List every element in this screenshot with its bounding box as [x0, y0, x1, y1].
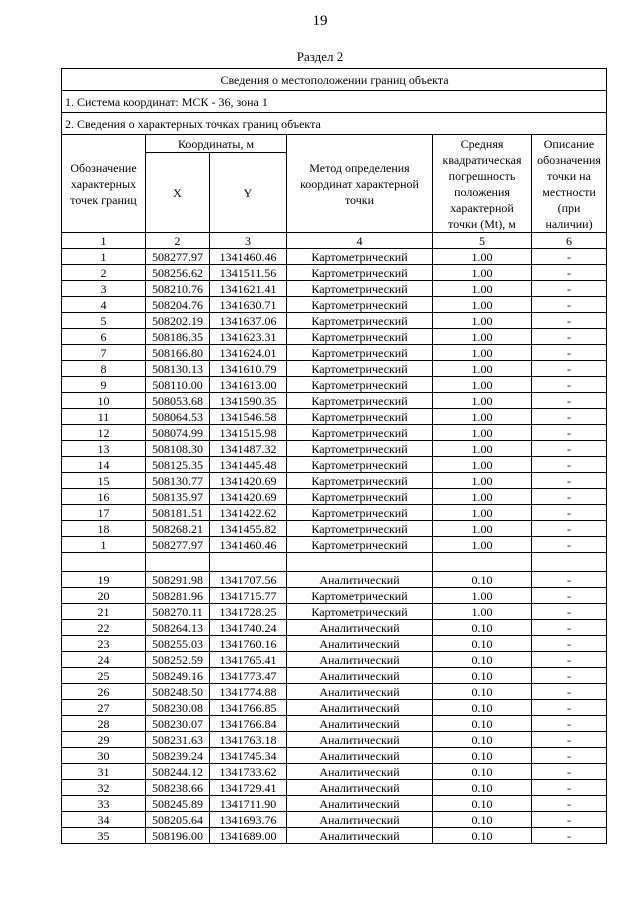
coord-x-cell: 508244.12: [146, 764, 210, 780]
coord-y-cell: 1341624.01: [210, 345, 287, 361]
table-row: [62, 636, 607, 652]
method-cell: Картометрический: [287, 441, 433, 457]
accuracy-cell: 0.10: [433, 764, 532, 780]
coord-x-cell: 508110.00: [146, 377, 210, 393]
method-cell: Аналитический: [287, 812, 433, 828]
table-row: [62, 441, 607, 457]
coord-y-cell: 1341711.90: [210, 796, 287, 812]
coord-x-cell: 508277.97: [146, 249, 210, 265]
description-cell: -: [532, 748, 607, 764]
point-number-cell: 6: [62, 329, 146, 345]
coord-y-cell: 1341546.58: [210, 409, 287, 425]
accuracy-cell: 1.00: [433, 521, 532, 537]
coord-y-cell: 1341765.41: [210, 652, 287, 668]
table-row: [62, 780, 607, 796]
coord-y-cell: 1341460.46: [210, 249, 287, 265]
point-number-cell: 20: [62, 588, 146, 604]
header-accuracy: Средняя квадратическая погрешность положения характерной точки (Mt), м: [433, 135, 532, 233]
method-cell: Картометрический: [287, 393, 433, 409]
method-cell: Аналитический: [287, 668, 433, 684]
coord-y-cell: 1341693.76: [210, 812, 287, 828]
column-number: 5: [433, 233, 532, 249]
point-number-cell: 28: [62, 716, 146, 732]
method-cell: Картометрический: [287, 345, 433, 361]
description-cell: -: [532, 393, 607, 409]
point-number-cell: 35: [62, 828, 146, 844]
coord-y-cell: 1341455.82: [210, 521, 287, 537]
point-number-cell: 17: [62, 505, 146, 521]
coord-y-cell: 1341729.41: [210, 780, 287, 796]
table-row: [62, 457, 607, 473]
point-number-cell: 10: [62, 393, 146, 409]
coord-y-cell: 1341610.79: [210, 361, 287, 377]
description-cell: -: [532, 249, 607, 265]
point-number-cell: 21: [62, 604, 146, 620]
table-row: [62, 604, 607, 620]
accuracy-cell: 0.10: [433, 636, 532, 652]
method-cell: Картометрический: [287, 457, 433, 473]
table-row: [62, 409, 607, 425]
accuracy-cell: 0.10: [433, 700, 532, 716]
coord-y-cell: 1341745.34: [210, 748, 287, 764]
method-cell: Аналитический: [287, 828, 433, 844]
header-designation: Обозначение характерных точек границ: [62, 135, 146, 233]
coord-x-cell: 508230.07: [146, 716, 210, 732]
method-cell: Аналитический: [287, 748, 433, 764]
method-cell: Аналитический: [287, 572, 433, 588]
coord-x-cell: 508239.24: [146, 748, 210, 764]
coord-x-cell: 508256.62: [146, 265, 210, 281]
coord-y-cell: 1341766.85: [210, 700, 287, 716]
column-number: 2: [146, 233, 210, 249]
method-cell: Картометрический: [287, 409, 433, 425]
table-title: Сведения о местоположении границ объекта: [62, 69, 607, 91]
method-cell: Картометрический: [287, 604, 433, 620]
table-row: [62, 732, 607, 748]
table-row: [62, 249, 607, 265]
coord-y-cell: 1341773.47: [210, 668, 287, 684]
table-row: [62, 489, 607, 505]
table-row: [62, 684, 607, 700]
method-cell: Картометрический: [287, 361, 433, 377]
table-row: [62, 281, 607, 297]
description-cell: -: [532, 521, 607, 537]
description-cell: -: [532, 457, 607, 473]
description-cell: -: [532, 636, 607, 652]
accuracy-cell: 0.10: [433, 796, 532, 812]
description-cell: -: [532, 505, 607, 521]
header-method: Метод определения координат характерной точки: [287, 135, 433, 233]
point-number-cell: 15: [62, 473, 146, 489]
method-cell: Аналитический: [287, 780, 433, 796]
description-cell: -: [532, 700, 607, 716]
description-cell: -: [532, 780, 607, 796]
description-cell: -: [532, 588, 607, 604]
points-heading-row: 2. Сведения о характерных точках границ объекта: [62, 113, 607, 135]
method-cell: Картометрический: [287, 588, 433, 604]
point-number-cell: 4: [62, 297, 146, 313]
point-number-cell: 16: [62, 489, 146, 505]
coord-y-cell: 1341630.71: [210, 297, 287, 313]
accuracy-cell: 1.00: [433, 473, 532, 489]
accuracy-cell: 1.00: [433, 489, 532, 505]
coord-x-cell: 508053.68: [146, 393, 210, 409]
description-cell: -: [532, 281, 607, 297]
table-row: [62, 265, 607, 281]
coord-x-cell: 508231.63: [146, 732, 210, 748]
method-cell: Картометрический: [287, 425, 433, 441]
description-cell: -: [532, 796, 607, 812]
header-description: Описание обозначения точки на местности (при наличии): [532, 135, 607, 233]
method-cell: Картометрический: [287, 297, 433, 313]
accuracy-cell: 0.10: [433, 620, 532, 636]
description-cell: -: [532, 425, 607, 441]
description-cell: -: [532, 489, 607, 505]
accuracy-cell: 1.00: [433, 588, 532, 604]
accuracy-cell: 1.00: [433, 313, 532, 329]
table-row: [62, 588, 607, 604]
coord-x-cell: 508281.96: [146, 588, 210, 604]
method-cell: Аналитический: [287, 796, 433, 812]
table-row: [62, 828, 607, 844]
method-cell: Картометрический: [287, 521, 433, 537]
accuracy-cell: 0.10: [433, 716, 532, 732]
method-cell: Аналитический: [287, 732, 433, 748]
coord-x-cell: 508277.97: [146, 537, 210, 553]
coord-x-cell: 508249.16: [146, 668, 210, 684]
coord-y-cell: 1341511.56: [210, 265, 287, 281]
point-number-cell: 31: [62, 764, 146, 780]
description-cell: -: [532, 812, 607, 828]
coord-x-cell: 508248.50: [146, 684, 210, 700]
coord-x-cell: 508264.13: [146, 620, 210, 636]
accuracy-cell: 1.00: [433, 457, 532, 473]
table-row: [62, 796, 607, 812]
coord-x-cell: 508270.11: [146, 604, 210, 620]
coord-system-row: 1. Система координат: МСК - 36, зона 1: [62, 91, 607, 113]
accuracy-cell: 0.10: [433, 668, 532, 684]
method-cell: Аналитический: [287, 700, 433, 716]
coord-y-cell: 1341774.88: [210, 684, 287, 700]
point-number-cell: 9: [62, 377, 146, 393]
coord-x-cell: 508210.76: [146, 281, 210, 297]
point-number-cell: 29: [62, 732, 146, 748]
coord-x-cell: 508205.64: [146, 812, 210, 828]
coord-x-cell: 508196.00: [146, 828, 210, 844]
point-number-cell: 1: [62, 249, 146, 265]
method-cell: Картометрический: [287, 489, 433, 505]
coord-y-cell: 1341613.00: [210, 377, 287, 393]
description-cell: -: [532, 297, 607, 313]
coord-x-cell: 508186.35: [146, 329, 210, 345]
description-cell: -: [532, 377, 607, 393]
accuracy-cell: 0.10: [433, 748, 532, 764]
point-number-cell: 32: [62, 780, 146, 796]
accuracy-cell: 1.00: [433, 361, 532, 377]
table-row: [62, 620, 607, 636]
coord-y-cell: 1341487.32: [210, 441, 287, 457]
accuracy-cell: 1.00: [433, 377, 532, 393]
accuracy-cell: 1.00: [433, 393, 532, 409]
accuracy-cell: 1.00: [433, 425, 532, 441]
coord-x-cell: 508230.08: [146, 700, 210, 716]
coord-y-cell: 1341707.56: [210, 572, 287, 588]
accuracy-cell: 1.00: [433, 265, 532, 281]
column-number: 3: [210, 233, 287, 249]
point-number-cell: 33: [62, 796, 146, 812]
accuracy-cell: 1.00: [433, 409, 532, 425]
column-numbers-row: [62, 233, 607, 249]
method-cell: Картометрический: [287, 329, 433, 345]
coord-y-cell: 1341763.18: [210, 732, 287, 748]
description-cell: -: [532, 473, 607, 489]
point-number-cell: 23: [62, 636, 146, 652]
coord-x-cell: 508268.21: [146, 521, 210, 537]
point-number-cell: 3: [62, 281, 146, 297]
description-cell: -: [532, 265, 607, 281]
coord-x-cell: 508181.51: [146, 505, 210, 521]
blank-separator-row: [62, 553, 607, 572]
accuracy-cell: 1.00: [433, 505, 532, 521]
description-cell: -: [532, 441, 607, 457]
table-row: [62, 377, 607, 393]
method-cell: Картометрический: [287, 281, 433, 297]
description-cell: -: [532, 345, 607, 361]
table-row: [62, 668, 607, 684]
coord-x-cell: 508291.98: [146, 572, 210, 588]
coord-x-cell: 508125.35: [146, 457, 210, 473]
method-cell: Картометрический: [287, 505, 433, 521]
accuracy-cell: 0.10: [433, 812, 532, 828]
point-number-cell: 13: [62, 441, 146, 457]
accuracy-cell: 1.00: [433, 281, 532, 297]
coord-x-cell: 508135.97: [146, 489, 210, 505]
point-number-cell: 19: [62, 572, 146, 588]
coord-y-cell: 1341760.16: [210, 636, 287, 652]
description-cell: -: [532, 572, 607, 588]
table-row: [62, 716, 607, 732]
column-number: 4: [287, 233, 433, 249]
point-number-cell: 24: [62, 652, 146, 668]
point-number-cell: 26: [62, 684, 146, 700]
table-row: [62, 700, 607, 716]
coord-y-cell: 1341689.00: [210, 828, 287, 844]
point-number-cell: 5: [62, 313, 146, 329]
point-number-cell: 7: [62, 345, 146, 361]
header-y: Y: [210, 153, 287, 233]
point-number-cell: 1: [62, 537, 146, 553]
method-cell: Картометрический: [287, 377, 433, 393]
description-cell: -: [532, 716, 607, 732]
coord-x-cell: 508074.99: [146, 425, 210, 441]
accuracy-cell: 1.00: [433, 249, 532, 265]
coord-y-cell: 1341728.25: [210, 604, 287, 620]
point-number-cell: 27: [62, 700, 146, 716]
accuracy-cell: 1.00: [433, 345, 532, 361]
description-cell: -: [532, 537, 607, 553]
description-cell: -: [532, 604, 607, 620]
description-cell: -: [532, 732, 607, 748]
coord-x-cell: 508204.76: [146, 297, 210, 313]
table-row: [62, 652, 607, 668]
coord-x-cell: 508130.77: [146, 473, 210, 489]
coord-x-cell: 508255.03: [146, 636, 210, 652]
description-cell: -: [532, 409, 607, 425]
point-number-cell: 11: [62, 409, 146, 425]
accuracy-cell: 0.10: [433, 684, 532, 700]
table-row: [62, 425, 607, 441]
accuracy-cell: 0.10: [433, 780, 532, 796]
method-cell: Аналитический: [287, 764, 433, 780]
column-number: 6: [532, 233, 607, 249]
table-row: [62, 393, 607, 409]
description-cell: -: [532, 668, 607, 684]
point-number-cell: 22: [62, 620, 146, 636]
table-row: [62, 297, 607, 313]
point-number-cell: 34: [62, 812, 146, 828]
table-row: [62, 473, 607, 489]
accuracy-cell: 1.00: [433, 329, 532, 345]
coord-y-cell: 1341460.46: [210, 537, 287, 553]
coord-x-cell: 508245.89: [146, 796, 210, 812]
table-row: [62, 505, 607, 521]
accuracy-cell: 0.10: [433, 652, 532, 668]
boundary-points-table: [61, 68, 607, 844]
point-number-cell: 8: [62, 361, 146, 377]
coord-y-cell: 1341590.35: [210, 393, 287, 409]
method-cell: Картометрический: [287, 473, 433, 489]
description-cell: -: [532, 313, 607, 329]
coord-y-cell: 1341623.31: [210, 329, 287, 345]
accuracy-cell: 1.00: [433, 537, 532, 553]
header-coordinates: Координаты, м: [146, 135, 287, 153]
column-number: 1: [62, 233, 146, 249]
method-cell: Аналитический: [287, 636, 433, 652]
point-number-cell: 12: [62, 425, 146, 441]
table-row: [62, 313, 607, 329]
method-cell: Картометрический: [287, 249, 433, 265]
method-cell: Аналитический: [287, 684, 433, 700]
header-x: X: [146, 153, 210, 233]
coord-x-cell: 508166.80: [146, 345, 210, 361]
coord-y-cell: 1341637.06: [210, 313, 287, 329]
table-row: [62, 521, 607, 537]
description-cell: -: [532, 652, 607, 668]
coord-y-cell: 1341420.69: [210, 473, 287, 489]
table-row: [62, 329, 607, 345]
coord-x-cell: 508202.19: [146, 313, 210, 329]
method-cell: Картометрический: [287, 313, 433, 329]
method-cell: Аналитический: [287, 652, 433, 668]
table-row: [62, 748, 607, 764]
table-row: [62, 812, 607, 828]
point-number-cell: 2: [62, 265, 146, 281]
table-row: [62, 361, 607, 377]
description-cell: -: [532, 620, 607, 636]
coord-y-cell: 1341766.84: [210, 716, 287, 732]
coord-y-cell: 1341515.98: [210, 425, 287, 441]
method-cell: Картометрический: [287, 537, 433, 553]
coord-x-cell: 508064.53: [146, 409, 210, 425]
accuracy-cell: 0.10: [433, 828, 532, 844]
accuracy-cell: 1.00: [433, 297, 532, 313]
point-number-cell: 30: [62, 748, 146, 764]
accuracy-cell: 0.10: [433, 732, 532, 748]
page-number: 19: [312, 13, 328, 29]
table-row: [62, 572, 607, 588]
method-cell: Аналитический: [287, 716, 433, 732]
method-cell: Картометрический: [287, 265, 433, 281]
coord-y-cell: 1341715.77: [210, 588, 287, 604]
table-row: [62, 764, 607, 780]
table-row: [62, 345, 607, 361]
coord-y-cell: 1341422.62: [210, 505, 287, 521]
coord-x-cell: 508252.59: [146, 652, 210, 668]
coord-y-cell: 1341740.24: [210, 620, 287, 636]
method-cell: Аналитический: [287, 620, 433, 636]
description-cell: -: [532, 764, 607, 780]
coord-x-cell: 508108.30: [146, 441, 210, 457]
table-row: [62, 537, 607, 553]
coord-y-cell: 1341445.48: [210, 457, 287, 473]
description-cell: -: [532, 684, 607, 700]
coord-y-cell: 1341420.69: [210, 489, 287, 505]
point-number-cell: 14: [62, 457, 146, 473]
coord-x-cell: 508130.13: [146, 361, 210, 377]
description-cell: -: [532, 329, 607, 345]
description-cell: -: [532, 361, 607, 377]
accuracy-cell: 1.00: [433, 441, 532, 457]
description-cell: -: [532, 828, 607, 844]
coord-x-cell: 508238.66: [146, 780, 210, 796]
point-number-cell: 18: [62, 521, 146, 537]
point-number-cell: 25: [62, 668, 146, 684]
coord-y-cell: 1341733.62: [210, 764, 287, 780]
section-title: Раздел 2: [296, 49, 344, 64]
accuracy-cell: 0.10: [433, 572, 532, 588]
accuracy-cell: 1.00: [433, 604, 532, 620]
coord-y-cell: 1341621.41: [210, 281, 287, 297]
